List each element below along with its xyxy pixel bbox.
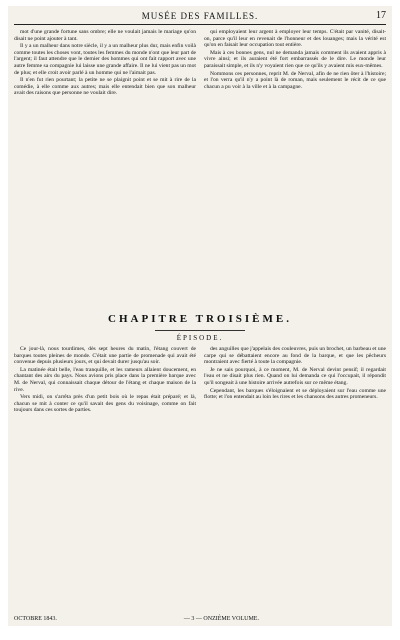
page-number: 17 xyxy=(376,10,386,21)
paragraph: Il n'en fut rien pourtant; la petite ne se plaignit point et se mit à rire de la comédie, à elle comme aux autres; mais elle entendait bien que son malheur avait des raisons que personne ne voulait dire. xyxy=(14,77,196,97)
paragraph: Cependant, les barques s'éloignaient et se déployaient sur l'eau comme une flotte; et l'on entendait au loin les rires et les chansons des autres promeneurs. xyxy=(204,387,386,401)
paragraph: Je ne sais pourquoi, à ce moment, M. de Nerval devint pensif; il regardait l'eau et ne disait plus rien. Quand on lui demanda ce qui l'occupait, il répondit qu'il songeait à une histoire arrivée autrefois sur ce même étang. xyxy=(204,366,386,386)
page-header xyxy=(14,10,386,25)
running-title: MUSÉE DES FAMILLES. xyxy=(141,11,259,21)
paragraph: Vers midi, on s'arrêta près d'un petit bois où le repas était préparé; et là, chacun se mit à conter ce qu'il savait des gens du voisinage, comme on fait toujours dans ces sortes de parties. xyxy=(14,394,196,414)
top-left-column xyxy=(14,29,196,279)
paragraph: Ce jour-là, nous tourdimes, dès sept heures du matin, l'étang couvert de barques toutes pleines de monde. C'était une partie de promenade qui avait été convenue depuis plusieurs jours, et qui devait durer jusqu'au soir. xyxy=(14,346,196,366)
bottom-columns xyxy=(14,346,386,601)
paragraph: qui employaient leur argent à employer leur temps. C'était par vanité, disait-on, parce qu'il leur en revenait de l'honneur et des louanges; mais la vérité est qu'on en faisait leur occupation tout entière. xyxy=(204,29,386,49)
paragraph: La matinée était belle, l'eau tranquille, et les rameurs allaient doucement, en chantant des airs du pays. Nous avions pris place dans la première barque avec M. de Nerval, qui connaissait chaque détour de l'étang et chaque maison de la rive. xyxy=(14,366,196,393)
paragraph: des anguilles que j'appelais des couleuvres, puis un brochet, un barbeau et une carpe qui se débattaient encore au fond de la barque, et que les pêcheurs montraient avec fierté à toute la compagnie. xyxy=(204,346,386,366)
paragraph: mot d'une grande fortune sans ombre; elle ne voulait jamais le mariage qu'on disait ne point ajouter à tant. xyxy=(14,29,196,42)
bottom-left-column xyxy=(14,346,196,601)
bottom-right-column xyxy=(204,346,386,601)
chapter-title: CHAPITRE TROISIÈME. xyxy=(108,313,292,325)
paragraph: Mais à ces bonnes gens, nul ne demanda jamais comment ils avaient appris à vivre ainsi; et ils auraient été fort embarrassés de le dire. Le monde leur paraissait simple, et ils n'y voyaient rien que ce qu'ils y avaient mis eux-mêmes. xyxy=(204,49,386,69)
paragraph: Nommons ces personnes, reprit M. de Nerval, afin de ne rien ôter à l'histoire; et l'on verra qu'il n'y a point là de roman, mais seulement le récit de ce que chacun a pu voir à la ville et à la campagne. xyxy=(204,70,386,90)
top-right-column xyxy=(204,29,386,279)
chapter-subtitle: ÉPISODE. xyxy=(176,334,224,342)
document-page xyxy=(8,6,392,626)
divider xyxy=(155,330,245,331)
chapter-heading xyxy=(14,309,386,342)
top-columns xyxy=(14,29,386,279)
footer-date: OCTOBRE 1843. xyxy=(14,616,57,622)
footer-volume: — 3 — ONZIÈME VOLUME. xyxy=(183,616,259,622)
paragraph: Il y a un malheur dans notre siècle, il y a un malheur plus dur, mais enfin voilà comme toutes les choses vont, toutes les femmes du monde n'ont que leur part de l'argent; il faut attendre que le dernier des hommes qui ont fait rapport avec une autre femme sa compagnie lui laisse une grande affaire. Il ne lui vient pas un mot de plus; et elle croit avoir parlé à un homme qui ne l'aimait pas. xyxy=(14,43,196,76)
page-footer xyxy=(14,616,386,622)
